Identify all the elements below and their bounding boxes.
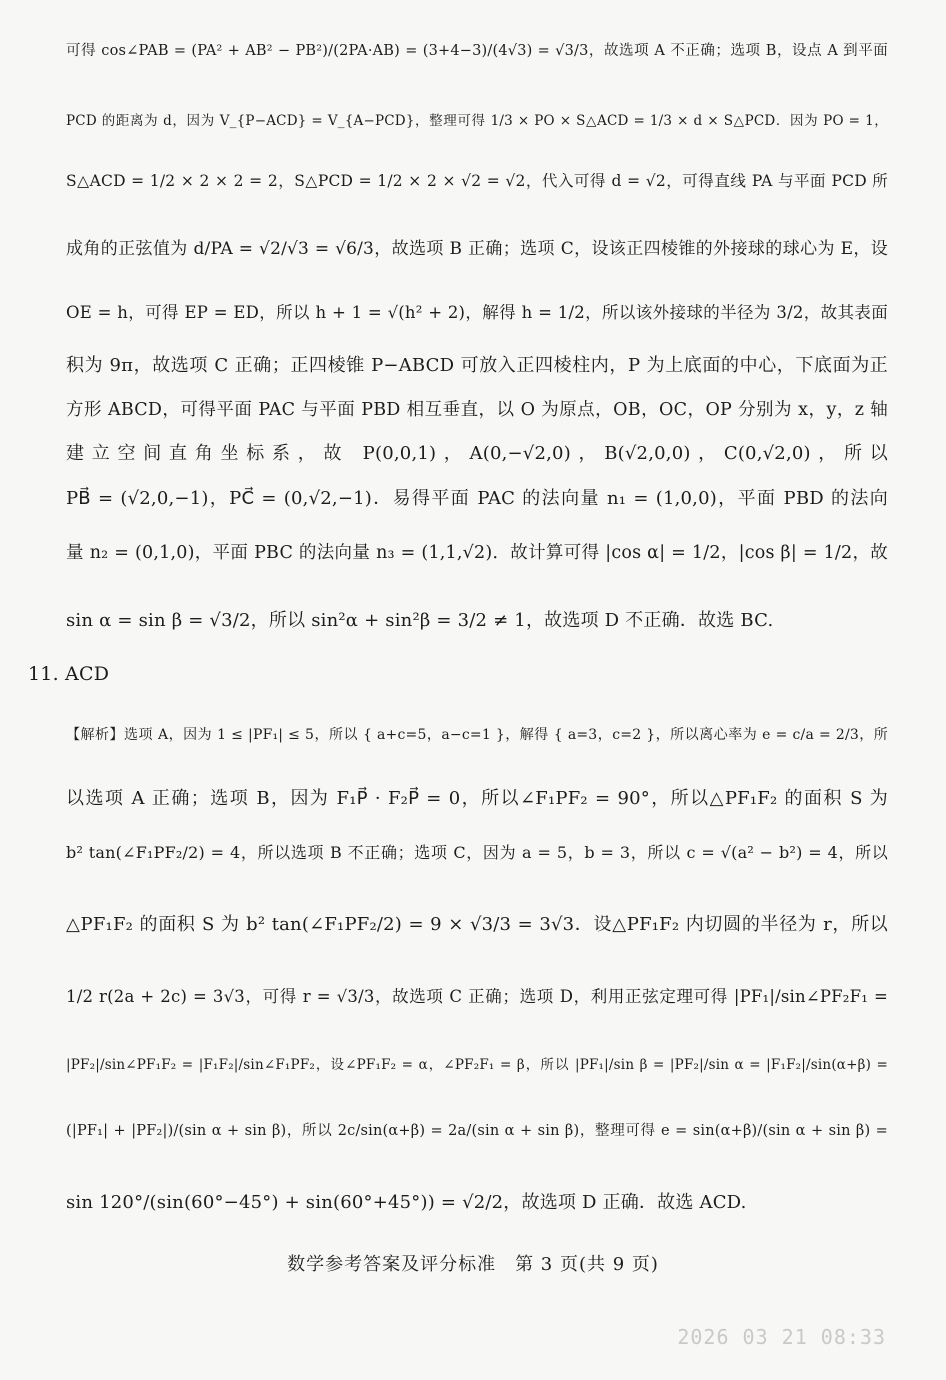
- solution-line-7: 方形 ABCD，可得平面 PAC 与平面 PBD 相互垂直，以 O 为原点，OB，OC，OP 分别为 x，y，z 轴: [66, 400, 888, 420]
- solution-line-4: 成角的正弦值为 d/PA = √2/√3 = √6/3，故选项 B 正确；选项 C，设该正四棱锥的外接球的球心为 E，设: [66, 239, 888, 259]
- solution-line-6: 积为 9π，故选项 C 正确；正四棱锥 P−ABCD 可放入正四棱柱内，P 为上底面的中心，下底面为正: [66, 355, 888, 376]
- analysis-line-8: sin 120°/(sin(60°−45°) + sin(60°+45°)) = √2/2，故选项 D 正确．故选 ACD.: [66, 1192, 747, 1213]
- analysis-line-1: 【解析】选项 A，因为 1 ≤ |PF₁| ≤ 5，所以 { a+c=5，a−c=1 }，解得 { a=3，c=2 }，所以离心率为 e = c/a = 2/3，所: [66, 727, 888, 743]
- solution-line-1: 可得 cos∠PAB = (PA² + AB² − PB²)/(2PA·AB) = (3+4−3)/(4√3) = √3/3，故选项 A 不正确；选项 B，设点 A 到平面: [66, 43, 888, 59]
- solution-line-9: PB⃗ = (√2,0,−1)，PC⃗ = (0,√2,−1)．易得平面 PAC 的法向量 n₁ = (1,0,0)，平面 PBD 的法向: [66, 488, 888, 509]
- solution-line-10: 量 n₂ = (0,1,0)，平面 PBC 的法向量 n₃ = (1,1,√2)．故计算可得 |cos α| = 1/2，|cos β| = 1/2，故: [66, 543, 888, 563]
- timestamp-watermark: 2026 03 21 08:33: [677, 1325, 886, 1349]
- analysis-line-6: |PF₂|/sin∠PF₁F₂ = |F₁F₂|/sin∠F₁PF₂，设∠PF₁F₂ = α，∠PF₂F₁ = β，所以 |PF₁|/sin β = |PF₂|/sin α = |F₁F₂|/sin(α+β) =: [66, 1057, 888, 1073]
- analysis-line-4: △PF₁F₂ 的面积 S 为 b² tan(∠F₁PF₂/2) = 9 × √3/3 = 3√3．设△PF₁F₂ 内切圆的半径为 r，所以: [66, 914, 888, 935]
- analysis-line-2: 以选项 A 正确；选项 B，因为 F₁P⃗ · F₂P⃗ = 0，所以∠F₁PF₂ = 90°，所以△PF₁F₂ 的面积 S 为: [66, 788, 888, 809]
- analysis-line-5: 1/2 r(2a + 2c) = 3√3，可得 r = √3/3，故选项 C 正确；选项 D，利用正弦定理可得 |PF₁|/sin∠PF₂F₁ =: [66, 987, 888, 1006]
- question-11-answer: 11. ACD: [28, 663, 110, 685]
- solution-line-2: PCD 的距离为 d，因为 V_{P−ACD} = V_{A−PCD}，整理可得 1/3 × PO × S△ACD = 1/3 × d × S△PCD．因为 PO = 1，: [66, 113, 888, 129]
- solution-line-5: OE = h，可得 EP = ED，所以 h + 1 = √(h² + 2)，解得 h = 1/2，所以该外接球的半径为 3/2，故其表面: [66, 303, 888, 322]
- analysis-line-7: (|PF₁| + |PF₂|)/(sin α + sin β)，所以 2c/sin(α+β) = 2a/(sin α + sin β)，整理可得 e = sin(α+β)/(sin α + sin β) =: [66, 1123, 888, 1139]
- solution-line-3: S△ACD = 1/2 × 2 × 2 = 2，S△PCD = 1/2 × 2 × √2 = √2，代入可得 d = √2，可得直线 PA 与平面 PCD 所: [66, 172, 888, 190]
- page-footer: 数学参考答案及评分标准 第 3 页(共 9 页): [287, 1254, 659, 1275]
- solution-line-8: 建立空间直角坐标系，故 P(0,0,1)，A(0,−√2,0)，B(√2,0,0)，C(0,√2,0)，所以: [66, 443, 888, 464]
- solution-line-11: sin α = sin β = √3/2，所以 sin²α + sin²β = 3/2 ≠ 1，故选项 D 不正确．故选 BC.: [66, 610, 774, 631]
- analysis-line-3: b² tan(∠F₁PF₂/2) = 4，所以选项 B 不正确；选项 C，因为 a = 5，b = 3，所以 c = √(a² − b²) = 4，所以: [66, 843, 888, 862]
